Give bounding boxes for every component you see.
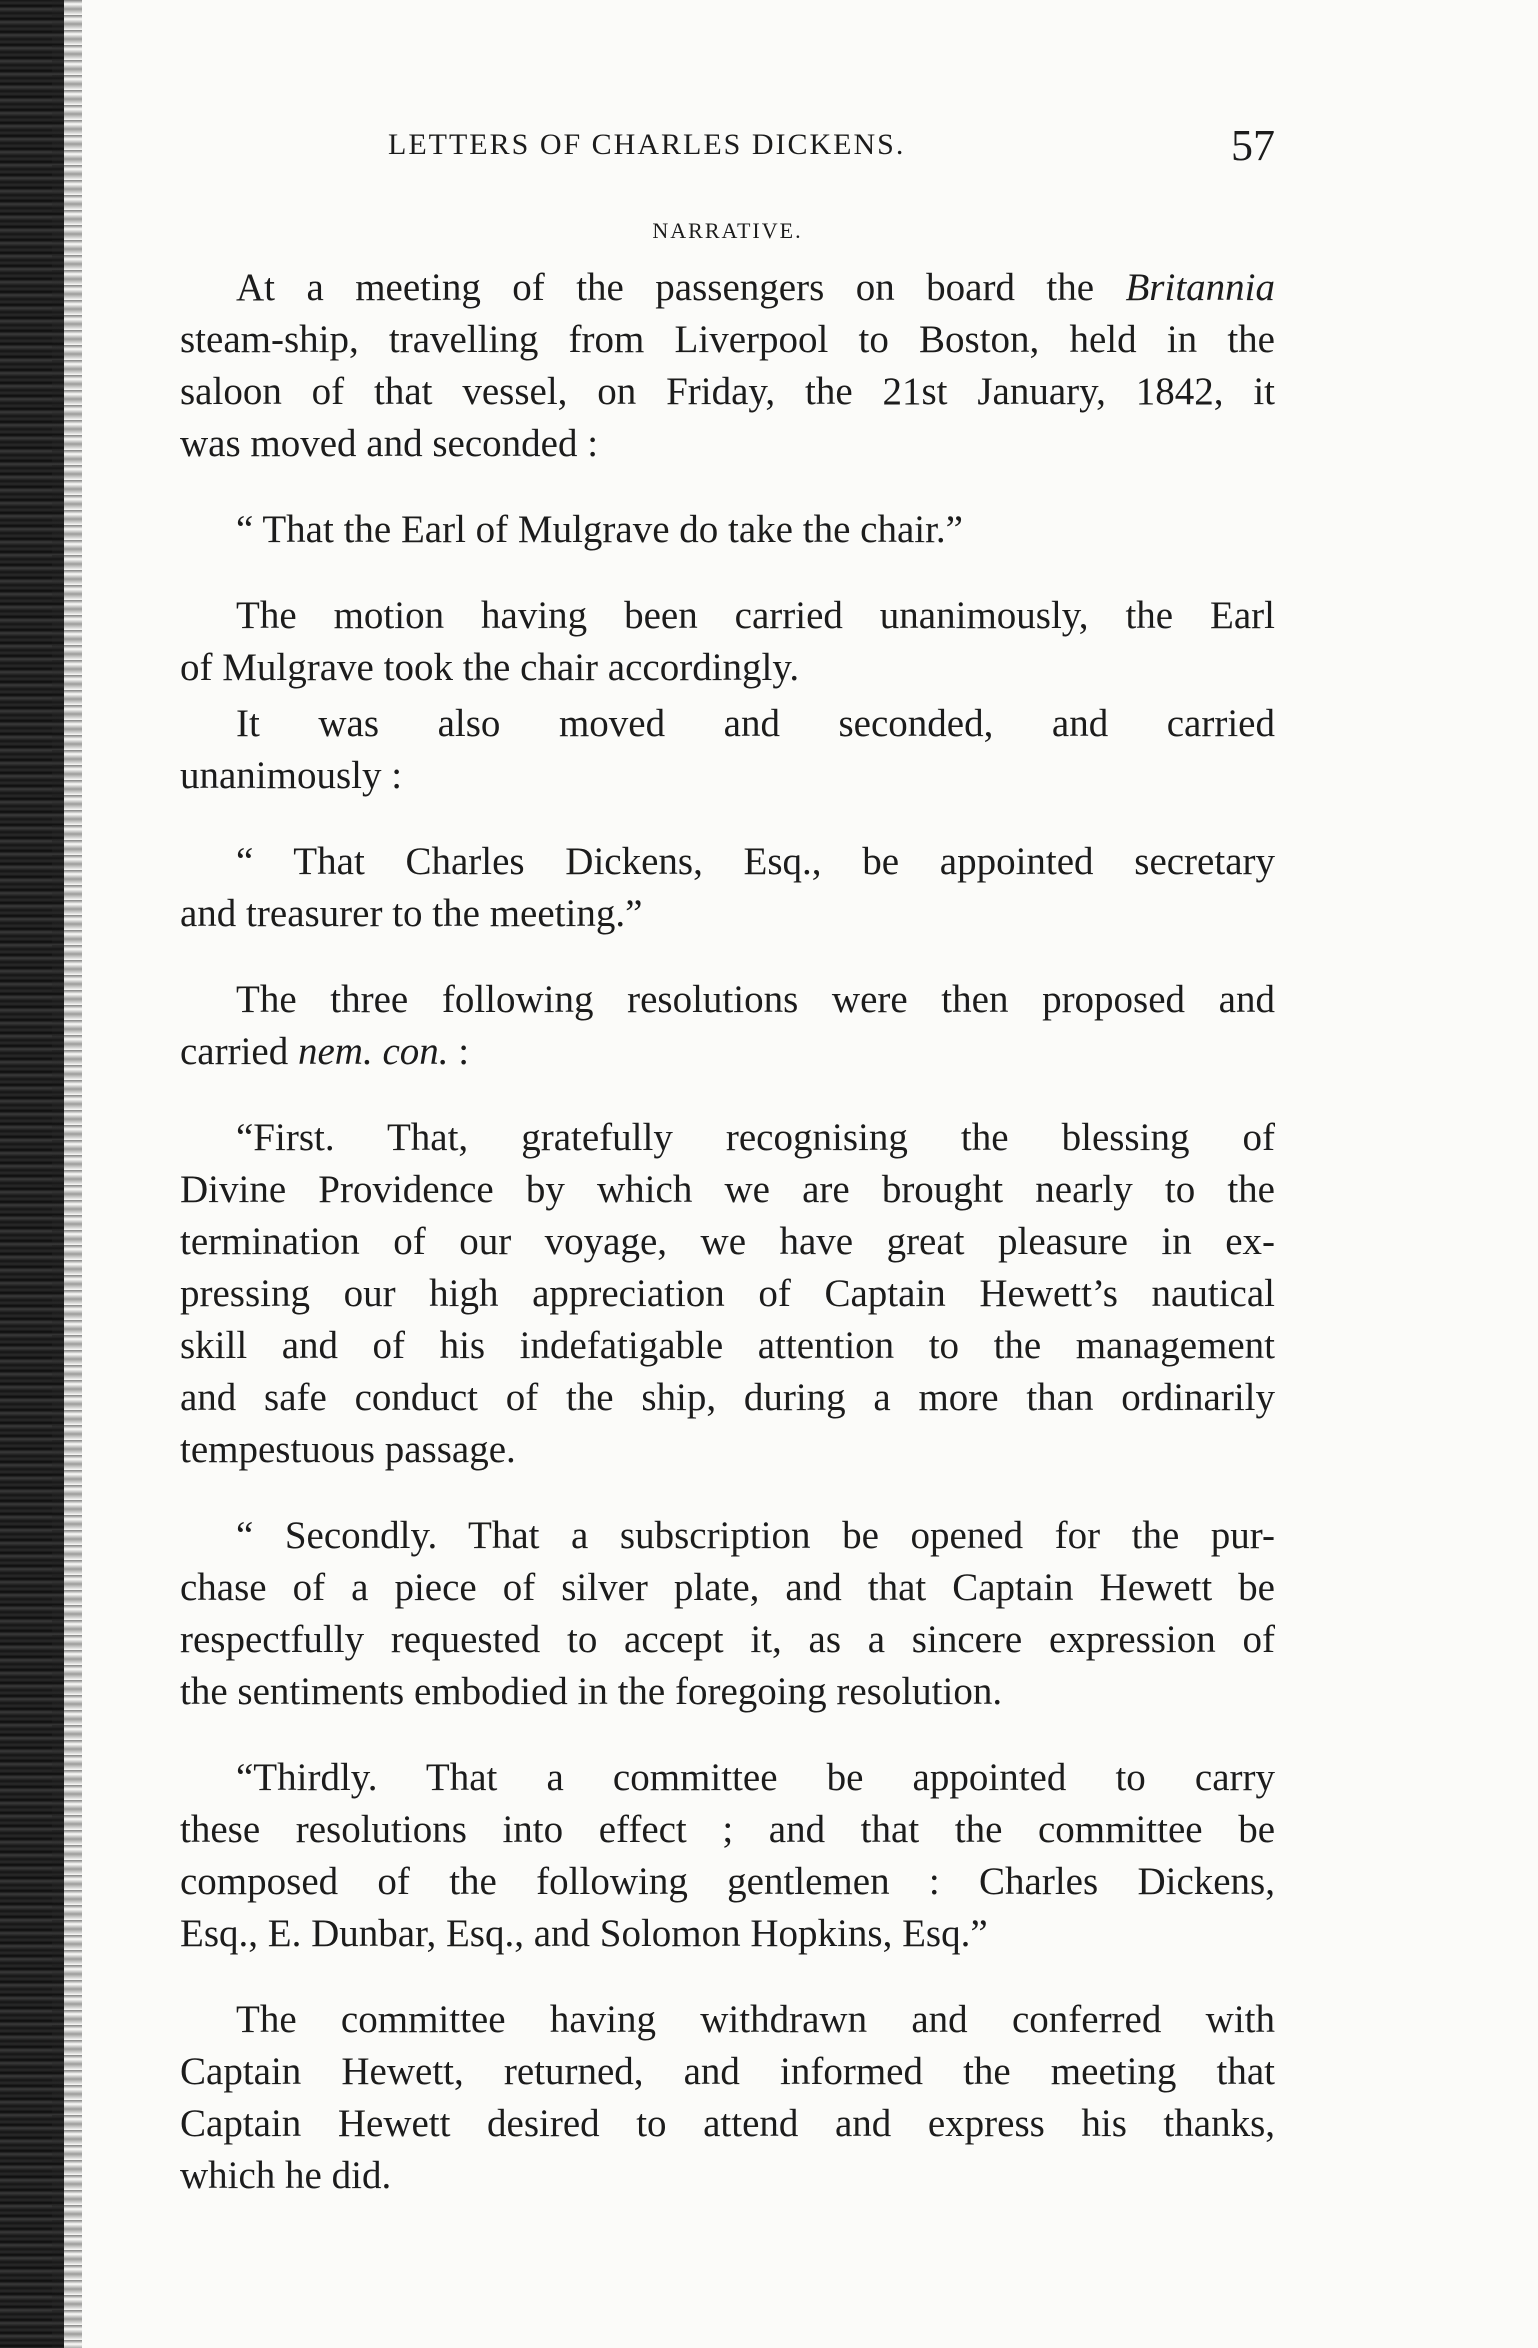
text-line: unanimously : bbox=[180, 754, 403, 797]
text-line: The committee having withdrawn and conferred with bbox=[236, 1998, 1275, 2041]
text-block bbox=[180, 120, 1275, 2202]
running-title: LETTERS OF CHARLES DICKENS. bbox=[388, 128, 906, 161]
text-line: saloon of that vessel, on Friday, the 21st January, 1842, it bbox=[180, 370, 1275, 413]
paragraph-motion-carried bbox=[180, 590, 1275, 694]
text-line bbox=[180, 262, 1275, 314]
text-line: chase of a piece of silver plate, and that Captain Hewett be bbox=[180, 1566, 1275, 1609]
text-line-part: carried bbox=[180, 1030, 298, 1073]
text-line: “ Secondly. That a subscription be opened for the pur- bbox=[236, 1514, 1275, 1557]
text-line: steam-ship, travelling from Liverpool to Boston, held in the bbox=[180, 318, 1275, 361]
text-line: composed of the following gentlemen : Charles Dickens, bbox=[180, 1860, 1275, 1903]
text-line: which he did. bbox=[180, 2154, 392, 2197]
text-line: tempestuous passage. bbox=[180, 1428, 516, 1471]
text-line: “ That the Earl of Mulgrave do take the chair.” bbox=[236, 508, 963, 551]
text-line: It was also moved and seconded, and carried bbox=[236, 702, 1275, 745]
paragraph-resolutions-intro bbox=[180, 974, 1275, 1078]
ship-name: Britannia bbox=[1125, 266, 1275, 309]
text-line: Captain Hewett desired to attend and express his thanks, bbox=[180, 2102, 1275, 2145]
text-line: “ That Charles Dickens, Esq., be appointed secretary bbox=[236, 840, 1275, 883]
text-line: “Thirdly. That a committee be appointed to carry bbox=[236, 1756, 1275, 1799]
paragraph-second-resolution bbox=[180, 1510, 1275, 1718]
page-gutter-shadow bbox=[52, 0, 82, 2348]
paragraph-first-resolution bbox=[180, 1112, 1275, 1476]
running-head bbox=[180, 120, 1275, 180]
text-line: “First. That, gratefully recognising the blessing of bbox=[236, 1116, 1275, 1159]
text-line: The three following resolutions were then proposed and bbox=[236, 978, 1275, 1021]
text-line: termination of our voyage, we have great pleasure in ex- bbox=[180, 1220, 1275, 1263]
text-line: Captain Hewett, returned, and informed the meeting that bbox=[180, 2050, 1275, 2093]
text-line: and treasurer to the meeting.” bbox=[180, 892, 643, 935]
text-line-part: At a meeting of the passengers on board the bbox=[236, 266, 1126, 309]
paragraph-chair-motion bbox=[180, 504, 1275, 556]
paragraph-also-moved bbox=[180, 698, 1275, 802]
text-line: these resolutions into effect ; and that the committee be bbox=[180, 1808, 1275, 1851]
text-line: and safe conduct of the ship, during a more than ordinarily bbox=[180, 1376, 1275, 1419]
text-line: Divine Providence by which we are brought nearly to the bbox=[180, 1168, 1275, 1211]
paragraph-secretary-motion bbox=[180, 836, 1275, 940]
text-line: was moved and seconded : bbox=[180, 422, 599, 465]
text-line: Esq., E. Dunbar, Esq., and Solomon Hopkins, Esq.” bbox=[180, 1912, 988, 1955]
page-number: 57 bbox=[1231, 121, 1275, 170]
text-line bbox=[180, 1026, 1275, 1078]
text-line: respectfully requested to accept it, as a sincere expression of bbox=[180, 1618, 1275, 1661]
text-line: skill and of his indefatigable attention to the management bbox=[180, 1324, 1275, 1367]
paragraph-meeting-intro bbox=[180, 262, 1275, 470]
text-line: of Mulgrave took the chair accordingly. bbox=[180, 646, 800, 689]
section-heading: NARRATIVE. bbox=[652, 218, 803, 243]
latin-phrase: nem. con. bbox=[298, 1030, 449, 1073]
text-line: the sentiments embodied in the foregoing resolution. bbox=[180, 1670, 1003, 1713]
paragraph-third-resolution bbox=[180, 1752, 1275, 1960]
text-line: pressing our high appreciation of Captain Hewett’s nautical bbox=[180, 1272, 1275, 1315]
text-line-part: : bbox=[448, 1030, 470, 1073]
paragraph-committee-report bbox=[180, 1994, 1275, 2202]
text-line: The motion having been carried unanimously, the Earl bbox=[236, 594, 1275, 637]
